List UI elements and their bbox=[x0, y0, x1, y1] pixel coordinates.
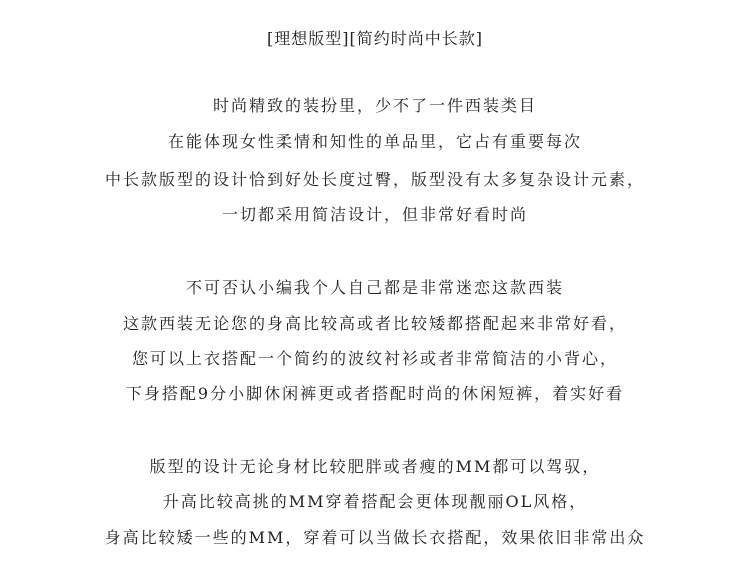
paragraph-line: 升高比较高挑的MM穿着搭配会更体现靓丽OL风格， bbox=[162, 492, 588, 511]
paragraph-line: 不可否认小编我个人自己都是非常迷恋这款西装 bbox=[185, 278, 564, 297]
paragraph-line: 一切都采用简洁设计，但非常好看时尚 bbox=[221, 205, 528, 224]
paragraph-line: 版型的设计无论身材比较肥胖或者瘦的MM都可以驾驭， bbox=[149, 457, 601, 476]
paragraph-line: 时尚精致的装扮里，少不了一件西装类目 bbox=[212, 96, 537, 115]
paragraph-line: 下身搭配9分小脚休闲裤更或者搭配时尚的休闲短裤，着实好看 bbox=[125, 384, 625, 403]
paragraph-line: 身高比较矮一些的MM，穿着可以当做长衣搭配，效果依旧非常出众 bbox=[104, 528, 646, 547]
paragraph-line: 您可以上衣搭配一个简约的波纹衬衫或者非常简洁的小背心， bbox=[131, 349, 618, 368]
section-title: [理想版型][简约时尚中长款] bbox=[267, 29, 483, 48]
paragraph-line: 在能体现女性柔情和知性的单品里，它占有重要每次 bbox=[167, 132, 582, 151]
paragraph-line: 这款西装无论您的身高比较高或者比较矮都搭配起来非常好看， bbox=[122, 314, 627, 333]
paragraph-line: 中长款版型的设计恰到好处长度过臀，版型没有太多复杂设计元素， bbox=[104, 170, 645, 189]
